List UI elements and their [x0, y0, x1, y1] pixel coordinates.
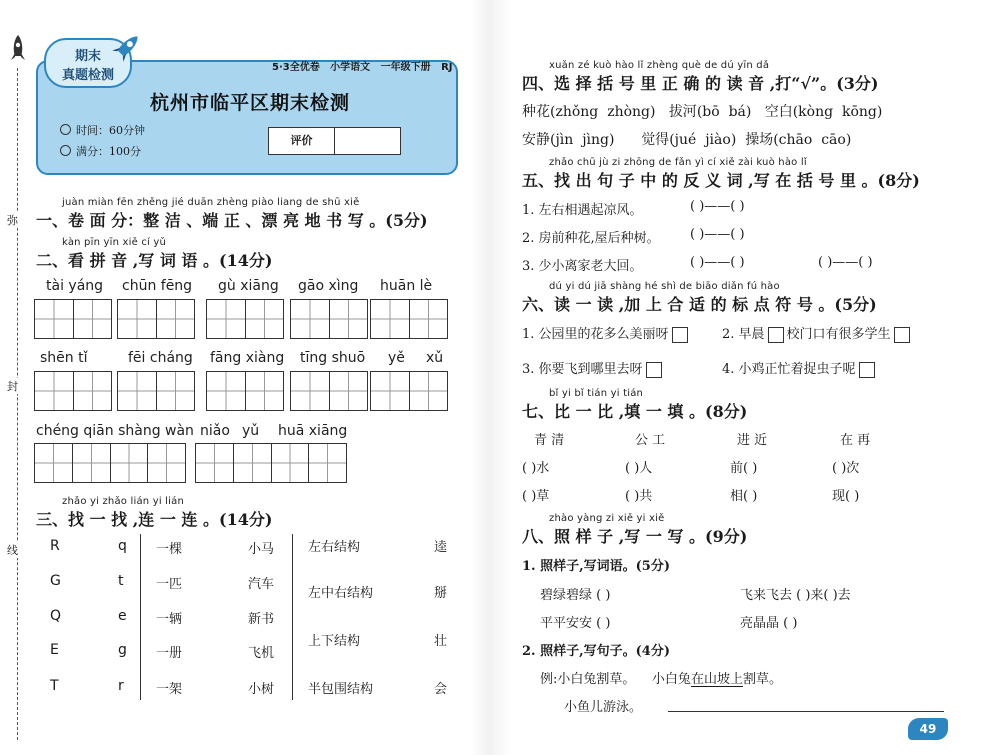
- s8-word-blank[interactable]: 碧绿碧绿 ( ): [540, 588, 611, 603]
- write-box[interactable]: [290, 299, 368, 339]
- upper-letter: G: [50, 573, 61, 589]
- s5-pinyin: zhǎo chū jù zi zhōng de fǎn yì cí xiě zài kuò hào lǐ: [549, 157, 807, 168]
- s8-q2: 2. 照样子,写句子。(4分): [522, 644, 670, 659]
- s7-heading: 七、比 一 比 ,填 一 填 。(8分): [522, 402, 748, 421]
- upper-letter: E: [50, 642, 59, 658]
- word-pinyin: huā xiāng: [278, 423, 348, 439]
- s7-blank[interactable]: ( )次: [832, 461, 860, 476]
- s7-head: 在 再: [840, 433, 871, 448]
- edition: RJ: [441, 62, 453, 73]
- margin-label-feng: 封: [7, 380, 18, 393]
- s6-text: 校门口有很多学生: [786, 327, 891, 342]
- margin-label-mi: 弥: [7, 214, 18, 227]
- s7-blank[interactable]: ( )共: [625, 489, 653, 504]
- word-pinyin: tīng shuō: [300, 350, 366, 366]
- example-underlined: 在山坡上: [690, 672, 743, 687]
- lower-letter: r: [118, 678, 124, 694]
- structure: 左中右结构: [308, 586, 374, 601]
- s4-option[interactable]: bá: [728, 104, 746, 120]
- s7-blank[interactable]: 相( ): [730, 489, 758, 504]
- s4-row2: 安静(jìn jìng) 觉得(jué jiào) 操场(chāo cāo): [522, 132, 852, 148]
- s4-option[interactable]: kōng: [841, 104, 877, 120]
- s6-item2: [722, 323, 913, 343]
- word-pinyin: tài yáng: [46, 278, 104, 294]
- full-score: 满分：100分: [76, 145, 141, 158]
- s4-row1: 种花(zhǒng zhòng) 拔河(bō bá) 空白(kòng kōng): [522, 104, 883, 120]
- s7-blank[interactable]: 前( ): [730, 461, 758, 476]
- subject: 小学语文: [330, 62, 371, 73]
- s6-heading: 六、读 一 读 ,加 上 合 适 的 标 点 符 号 。(5分): [522, 295, 877, 314]
- s4-option[interactable]: zhǒng: [555, 104, 599, 120]
- s8-word-blank[interactable]: 亮晶晶 ( ): [740, 616, 798, 631]
- s5-heading: 五、找 出 句 子 中 的 反 义 词 ,写 在 括 号 里 。(8分): [522, 171, 920, 190]
- rocket-icon: [110, 30, 144, 64]
- divider: [140, 534, 141, 700]
- page-number-badge: [908, 718, 948, 740]
- s8-pinyin: zhào yàng zi xiě yi xiě: [549, 513, 665, 524]
- s3-heading: 三、找 一 找 ,连 一 连 。(14分): [36, 510, 273, 529]
- s5-answer[interactable]: ( )——( ): [690, 227, 745, 242]
- s6-text: 4. 小鸡正忙着捉虫子呢: [722, 362, 856, 377]
- noun: 汽车: [248, 577, 275, 592]
- badge-line2: 真题检测: [61, 68, 114, 83]
- word-pinyin: gù xiāng: [218, 278, 279, 294]
- clock-icon: [60, 124, 71, 135]
- punct-box[interactable]: [768, 327, 784, 343]
- noun: 小马: [248, 542, 275, 557]
- lower-letter: g: [118, 642, 127, 658]
- write-box[interactable]: [34, 299, 112, 339]
- s7-blank[interactable]: ( )草: [522, 489, 550, 504]
- upper-letter: Q: [50, 608, 62, 624]
- punct-box[interactable]: [672, 327, 688, 343]
- page-title: 杭州市临平区期末检测: [150, 92, 351, 114]
- s4-word: 操场: [745, 132, 774, 148]
- s6-item1: [522, 323, 691, 343]
- word-pinyin: fāng xiàng: [210, 350, 285, 366]
- measure-word: 一辆: [156, 612, 183, 627]
- upper-letter: R: [50, 538, 60, 554]
- word-pinyin: fēi cháng: [128, 350, 193, 366]
- s7-blank[interactable]: 现( ): [832, 489, 860, 504]
- write-box[interactable]: [370, 299, 448, 339]
- structure: 左右结构: [308, 540, 361, 555]
- s2-pinyin: kàn pīn yīn xiě cí yǔ: [62, 237, 167, 248]
- s8-example: [540, 668, 782, 687]
- word-pinyin: yǔ: [242, 423, 260, 439]
- word-pinyin: gāo xìng: [298, 278, 359, 294]
- word-pinyin: shēn tǐ: [40, 350, 88, 366]
- example-part: 割草。: [742, 672, 782, 687]
- s5-answer[interactable]: ( )——( ): [690, 199, 745, 214]
- write-box[interactable]: [206, 299, 284, 339]
- binding-rocket-icon: [9, 34, 27, 64]
- s6-item4: [722, 358, 878, 378]
- eval-input[interactable]: [335, 128, 400, 154]
- word-pinyin: chūn fēng: [122, 278, 193, 294]
- word-pinyin: chéng qiān shàng wàn: [36, 423, 194, 439]
- s4-pinyin: xuǎn zé kuò hào lǐ zhèng què de dú yīn dǎ: [549, 60, 770, 71]
- s7-blank[interactable]: ( )水: [522, 461, 550, 476]
- s6-text: 1. 公园里的花多么美丽呀: [522, 327, 669, 342]
- grade: 一年级下册: [380, 62, 431, 73]
- measure-word: 一册: [156, 646, 183, 661]
- measure-word: 一棵: [156, 542, 183, 557]
- structure: 上下结构: [308, 634, 361, 649]
- word-pinyin: niǎo: [200, 423, 230, 439]
- write-box[interactable]: [34, 443, 186, 483]
- s5-item: 2. 房前种花,屋后种树。: [522, 231, 660, 246]
- s6-pinyin: dú yi dú jiā shàng hé shì de biāo diǎn fú hào: [549, 281, 780, 292]
- write-box[interactable]: [195, 443, 347, 483]
- s4-option[interactable]: jiào: [705, 132, 731, 148]
- binding-dashed-line: [17, 68, 18, 740]
- s5-answer[interactable]: ( )——( ): [818, 255, 873, 270]
- lower-letter: e: [118, 608, 127, 624]
- check-icon: [60, 145, 71, 156]
- write-box[interactable]: [117, 299, 195, 339]
- page-fold: [470, 0, 510, 755]
- s4-word: 种花: [522, 104, 550, 120]
- s5-item: 3. 少小离家老大回。: [522, 259, 643, 274]
- write-box[interactable]: [206, 371, 284, 411]
- s1-heading: 一、卷 面 分：整 洁 、端 正 、漂 亮 地 书 写 。(5分): [36, 211, 428, 230]
- character: 壮: [434, 634, 448, 649]
- s4-option[interactable]: bō: [702, 104, 720, 120]
- page-number: 49: [919, 722, 937, 736]
- s4-option[interactable]: jìn: [555, 132, 574, 148]
- noun: 飞机: [248, 646, 275, 661]
- answer-line[interactable]: [668, 711, 944, 712]
- word-pinyin: huān lè: [380, 278, 433, 294]
- structure: 半包围结构: [308, 682, 374, 697]
- time-limit: 时间：60分钟: [76, 124, 145, 137]
- word-pinyin: yě: [388, 350, 405, 366]
- s4-option[interactable]: cāo: [821, 132, 846, 148]
- s8-word-blank[interactable]: 飞来飞去 ( )来( )去: [740, 588, 851, 603]
- eval-label: 评价: [269, 128, 335, 154]
- s6-text: 3. 你要飞到哪里去呀: [522, 362, 643, 377]
- write-box[interactable]: [370, 371, 448, 411]
- noun: 小树: [248, 682, 275, 697]
- punct-box[interactable]: [894, 327, 910, 343]
- character: 掰: [434, 586, 448, 601]
- s5-item: 1. 左右相遇起凉风。: [522, 203, 643, 218]
- s4-word: 拔河: [668, 104, 697, 120]
- character: 会: [434, 682, 448, 697]
- s4-option[interactable]: kòng: [798, 104, 834, 120]
- example-part: 小白兔: [651, 672, 691, 687]
- s4-word: 安静: [522, 132, 550, 148]
- series-label: [272, 58, 453, 73]
- s3-pinyin: zhǎo yi zhǎo lián yi lián: [62, 496, 184, 507]
- series: 5·3全优卷: [272, 62, 320, 73]
- s6-text: 2. 早晨: [722, 327, 765, 342]
- s7-blank[interactable]: ( )人: [625, 461, 653, 476]
- punct-box[interactable]: [859, 362, 875, 378]
- lower-letter: t: [118, 573, 124, 589]
- upper-letter: T: [50, 678, 59, 694]
- s7-head: 公 工: [635, 433, 666, 448]
- s4-option[interactable]: jué: [674, 132, 697, 148]
- s4-option[interactable]: zhòng: [607, 104, 650, 120]
- write-box[interactable]: [290, 371, 368, 411]
- s1-pinyin: juàn miàn fēn zhěng jié duān zhèng piào liang de shū xiě: [62, 197, 360, 208]
- punct-box[interactable]: [646, 362, 662, 378]
- s7-pinyin: bǐ yi bǐ tián yi tián: [549, 388, 644, 399]
- s8-sentence: 小鱼儿游泳。: [564, 700, 643, 715]
- character: 逵: [434, 540, 448, 555]
- measure-word: 一匹: [156, 577, 183, 592]
- eval-box: [268, 127, 401, 155]
- s4-option[interactable]: chāo: [778, 132, 813, 148]
- s4-option[interactable]: jìng: [582, 132, 610, 148]
- divider: [292, 534, 293, 700]
- write-box[interactable]: [34, 371, 112, 411]
- word-pinyin: xǔ: [426, 350, 444, 366]
- write-box[interactable]: [117, 371, 195, 411]
- s4-word: 觉得: [641, 132, 670, 148]
- lower-letter: q: [118, 538, 127, 554]
- noun: 新书: [248, 612, 275, 627]
- s7-head: 青 清: [534, 433, 565, 448]
- s8-q1: 1. 照样子,写词语。(5分): [522, 559, 670, 574]
- margin-label-xian: 线: [7, 544, 18, 557]
- s4-heading: 四、选 择 括 号 里 正 确 的 读 音 ,打“√”。(3分): [522, 74, 879, 93]
- example-label: 例:小白兔割草。: [540, 672, 636, 687]
- measure-word: 一架: [156, 682, 183, 697]
- s8-word-blank[interactable]: 平平安安 ( ): [540, 616, 611, 631]
- s2-heading: 二、看 拼 音 ,写 词 语 。(14分): [36, 251, 273, 270]
- s7-head: 进 近: [737, 433, 768, 448]
- badge-line1: 期末: [74, 49, 101, 64]
- s8-heading: 八、照 样 子 ,写 一 写 。(9分): [522, 527, 748, 546]
- s4-word: 空白: [764, 104, 793, 120]
- s6-item3: [522, 358, 665, 378]
- s5-answer[interactable]: ( )——( ): [690, 255, 745, 270]
